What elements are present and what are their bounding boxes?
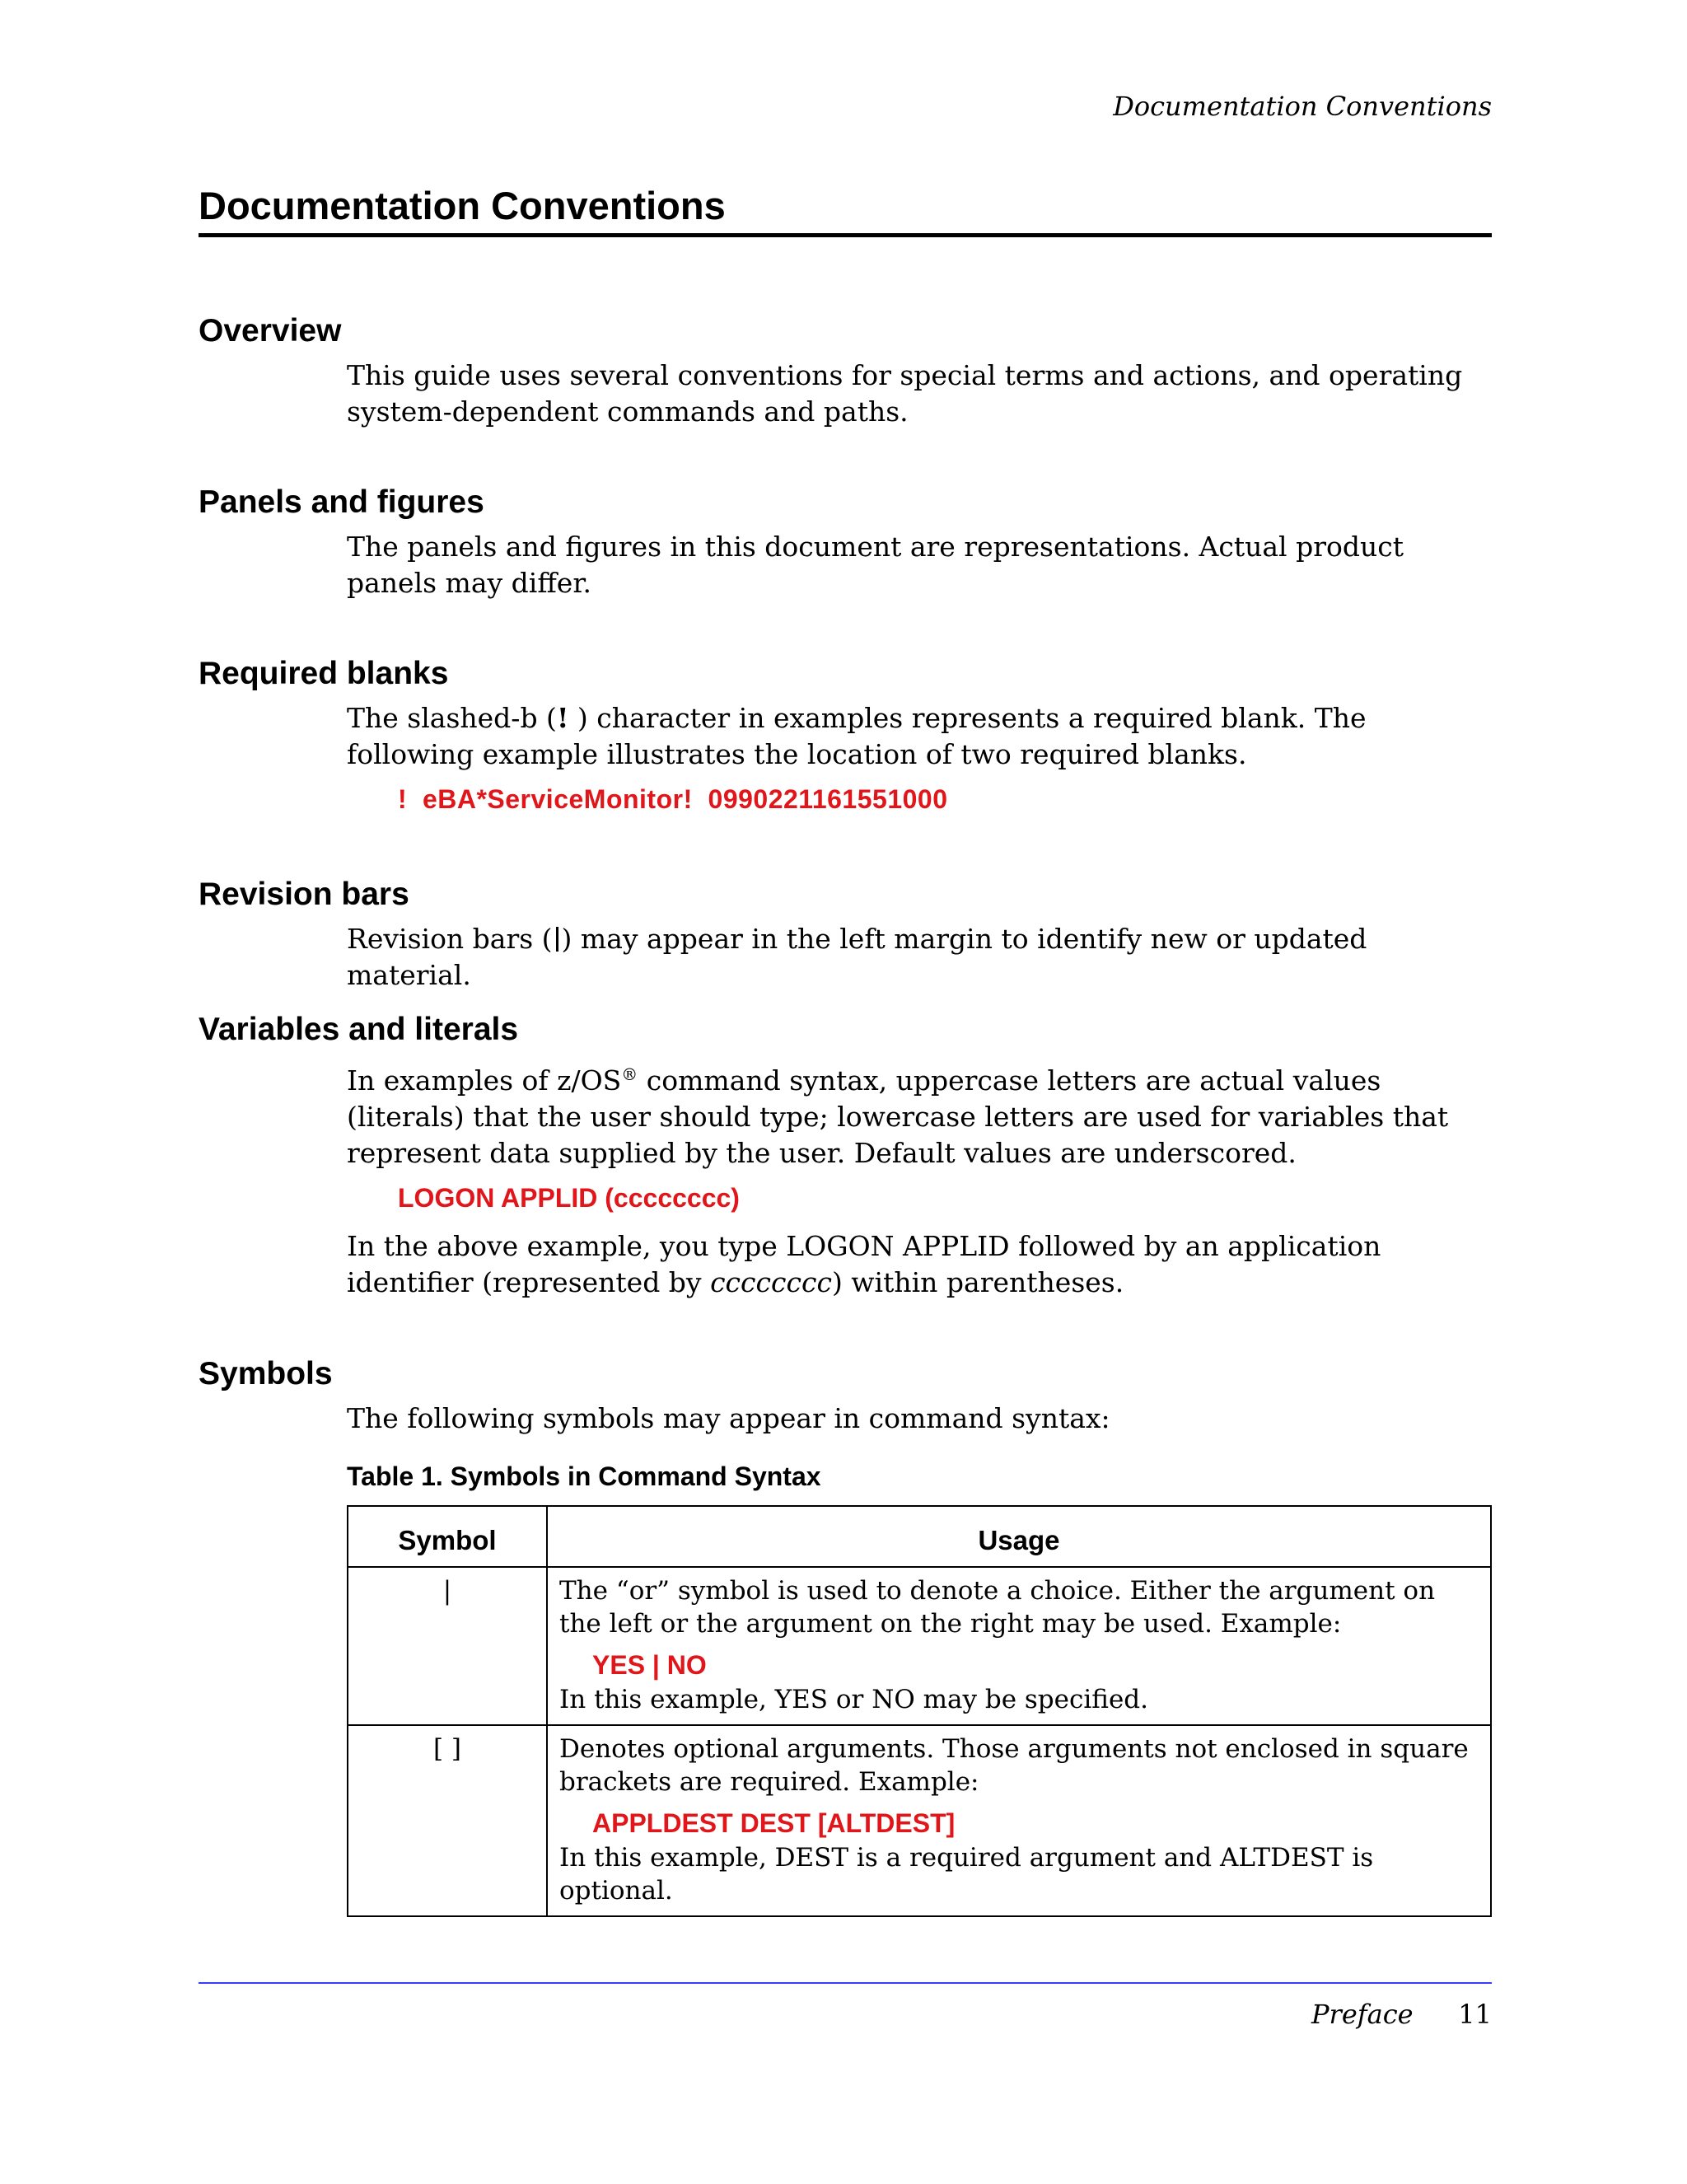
section-required-blanks — [199, 656, 1492, 815]
revision-bar-glyph — [556, 927, 558, 952]
section-variables-and-literals — [199, 1012, 1492, 1301]
table-caption: Table 1. Symbols in Command Syntax — [347, 1461, 821, 1491]
section-text — [347, 700, 1492, 773]
usage-note: In this example, DEST is a required argument and ALTDEST is optional. — [559, 1843, 1374, 1906]
section-text — [347, 921, 1492, 994]
text-segment: ) character in examples represents a required blank. The following example illustrates the location of two required blanks. — [347, 702, 1367, 770]
column-header: Symbol — [348, 1506, 547, 1567]
usage-note: In this example, YES or NO may be specified. — [559, 1685, 1148, 1714]
text-segment: In the above example, you type LOGON APPLID followed by an application identifier (represented by — [347, 1230, 1381, 1298]
running-header: Documentation Conventions — [1113, 91, 1492, 122]
section-revision-bars — [199, 877, 1492, 994]
table-row — [348, 1567, 1491, 1725]
symbols-table — [347, 1505, 1492, 1917]
symbol-cell: | — [348, 1567, 547, 1725]
usage-example: YES | NO — [592, 1650, 707, 1680]
section-heading: Required blanks — [199, 656, 449, 691]
usage-description: The “or” symbol is used to denote a choice. Either the argument on the left or the argument on the right may be used. Example: — [559, 1576, 1436, 1639]
footer-section-name: Preface — [1311, 1999, 1414, 2030]
section-overview — [199, 313, 1492, 430]
section-heading: Panels and figures — [199, 484, 484, 520]
table-row — [348, 1725, 1491, 1916]
text-segment: ) within parentheses. — [831, 1266, 1124, 1298]
text-segment: The slashed-b ( — [347, 702, 557, 734]
code-example: LOGON APPLID (cccccccc) — [398, 1183, 740, 1213]
text-segment: Revision bars ( — [347, 923, 553, 955]
text-segment: In examples of z/OS — [347, 1064, 622, 1097]
section-panels-and-figures — [199, 484, 1492, 601]
variable-text: cccccccc — [710, 1266, 832, 1298]
section-heading: Symbols — [199, 1356, 333, 1391]
text-segment: command syntax, uppercase letters are actual values (literals) that the user should type; lowercase letters are used for variables that represent data supplied by the user. Default values are underscored. — [347, 1064, 1449, 1169]
slashed-b-glyph: ! — [556, 702, 569, 734]
footer-rule — [199, 1982, 1492, 1984]
column-header: Usage — [547, 1506, 1491, 1567]
symbol-cell: [ ] — [348, 1725, 547, 1916]
section-text: The following symbols may appear in command syntax: — [347, 1402, 1110, 1434]
text-segment: ) may appear in the left margin to identify new or updated material. — [347, 923, 1367, 991]
section-symbols — [199, 1356, 1492, 1917]
registered-mark: ® — [621, 1064, 638, 1084]
usage-description: Denotes optional arguments. Those arguments not enclosed in square brackets are required. Example: — [559, 1734, 1469, 1797]
section-text: This guide uses several conventions for special terms and actions, and operating system-dependent commands and paths. — [347, 359, 1463, 428]
section-heading: Variables and literals — [199, 1012, 519, 1047]
section-heading: Overview — [199, 313, 342, 348]
usage-cell — [547, 1725, 1491, 1916]
section-text: The panels and figures in this document are representations. Actual product panels may differ. — [347, 531, 1404, 599]
table-header-row — [348, 1506, 1491, 1567]
section-text — [347, 1056, 1492, 1172]
page-number: 11 — [1458, 1999, 1492, 2030]
page-title: Documentation Conventions — [199, 183, 1492, 237]
section-heading: Revision bars — [199, 877, 409, 912]
code-example: ! eBA*ServiceMonitor! 0990221161551000 — [398, 784, 948, 814]
usage-cell — [547, 1567, 1491, 1725]
section-text — [347, 1228, 1492, 1301]
usage-example: APPLDEST DEST [ALTDEST] — [592, 1808, 956, 1838]
